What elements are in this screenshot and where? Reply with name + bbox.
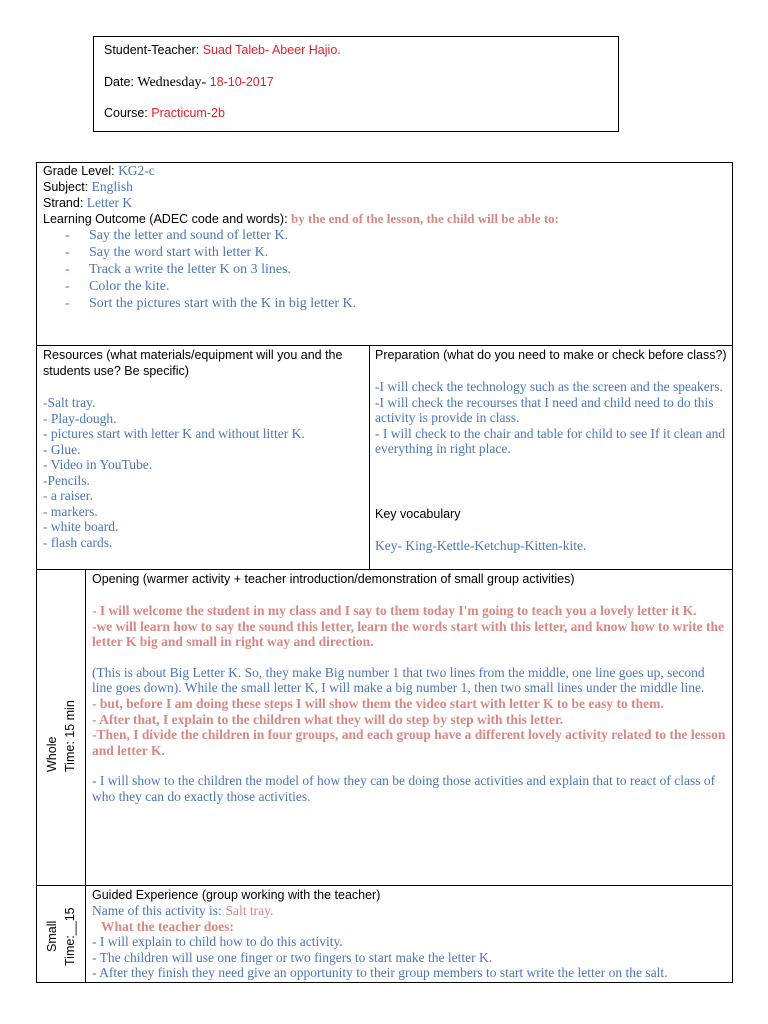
opening-paragraph: (This is about Big Letter K. So, they make Big number 1 that two lines from the middle, one line goes up, second line goes down). While the small letter K, I will make a big number 1, then two small lines under the middle line. xyxy=(92,664,705,696)
whole-side-cell xyxy=(36,569,86,886)
resources-list xyxy=(43,395,365,550)
guided-title: Guided Experience xyxy=(92,888,199,902)
date-line xyxy=(104,75,274,91)
list-item: - The children will use one finger or two fingers to start make the letter K. xyxy=(92,949,493,965)
list-item: - Track a write the letter K on 3 lines. xyxy=(43,261,723,278)
resources-heading xyxy=(43,347,365,379)
preparation-note: (what do you need to make or check before class?) xyxy=(443,348,727,362)
grade-label: Grade Level: xyxy=(43,164,115,178)
subject-row xyxy=(43,179,723,195)
list-item: - Sort the pictures start with the K in big letter K. xyxy=(43,295,723,312)
small-content-cell xyxy=(85,885,733,983)
strand-value: Letter K xyxy=(86,195,133,210)
preparation-box xyxy=(369,345,733,570)
student-teacher-value: Suad Taleb- Abeer Hajio. xyxy=(202,43,341,57)
list-item: - I will check to the chair and table for child to see If it clean and everything in right place. xyxy=(375,425,726,456)
student-teacher-label: Student-Teacher: xyxy=(104,43,200,57)
activity-name-label: Name of this activity is: xyxy=(92,903,222,918)
list-item: - I will explain to child how to do this activity. xyxy=(92,934,343,949)
list-item: - Glue. xyxy=(43,441,81,457)
list-item: - pictures start with letter K and without litter K. xyxy=(43,426,305,441)
list-item: -I will check the recourses that I need and child need to do this activity is provide in class. xyxy=(375,394,714,425)
course-value: Practicum-2b xyxy=(151,106,225,120)
activity-name-row xyxy=(92,903,728,919)
key-vocabulary-heading: Key vocabulary xyxy=(375,507,461,521)
course-line xyxy=(104,106,225,120)
list-item: - Say the word start with letter K. xyxy=(43,244,723,261)
small-time-label: Time:__15 xyxy=(63,907,77,966)
list-item: - markers. xyxy=(43,503,98,519)
opening-heading xyxy=(92,571,728,587)
resources-note: (what materials/equipment will you and the students use? Be specific) xyxy=(43,348,343,378)
guided-note: (group working with the teacher) xyxy=(201,888,381,902)
outcome-row xyxy=(43,211,723,227)
preparation-title: Preparation xyxy=(375,348,440,362)
list-item: - a raiser. xyxy=(43,488,93,503)
resources-title: Resources xyxy=(43,348,103,362)
key-vocabulary-value: Key- King-Kettle-Ketchup-Kitten-kite. xyxy=(375,538,587,553)
preparation-list xyxy=(375,379,727,457)
whole-time-label: Time: 15 min xyxy=(63,700,77,772)
list-item: -Salt tray. xyxy=(43,395,96,410)
opening-paragraph: - After that, I explain to the children what they will do step by step with this letter. xyxy=(92,711,564,727)
overview-box xyxy=(36,162,733,346)
list-item: - Play-dough. xyxy=(43,410,117,426)
grade-row xyxy=(43,163,723,179)
opening-note: (warmer activity + teacher introduction/demonstration of small group activities) xyxy=(142,572,575,586)
teacher-does-heading: What the teacher does: xyxy=(101,918,234,934)
student-teacher-line xyxy=(104,43,341,57)
list-item: - Color the kite. xyxy=(43,278,723,295)
opening-paragraph: - but, before I am doing these steps I will show them the video start with letter K to be easy to them. xyxy=(92,695,664,711)
date-label: Date: xyxy=(104,75,134,89)
strand-label: Strand: xyxy=(43,196,84,210)
date-value: 18-10-2017 xyxy=(209,75,274,89)
small-side-cell xyxy=(36,885,86,983)
subject-value: English xyxy=(91,179,133,194)
preparation-heading xyxy=(375,347,727,363)
whole-label: Whole xyxy=(45,736,59,772)
list-item: - flash cards. xyxy=(43,534,113,550)
course-label: Course: xyxy=(104,106,148,120)
opening-paragraph: -Then, I divide the children in four groups, and each group have a different lovely activity related to the lesson and letter K. xyxy=(92,727,726,758)
subject-label: Subject: xyxy=(43,180,89,194)
list-item: - After they finish they need give an opportunity to their group members to start write the letter on the salt. xyxy=(92,965,668,980)
list-item: - white board. xyxy=(43,519,119,534)
resources-box xyxy=(36,345,370,570)
date-day: Wednesday- xyxy=(137,75,207,90)
outcome-label: Learning Outcome (ADEC code and words): xyxy=(43,212,288,226)
opening-title: Opening xyxy=(92,572,140,586)
opening-paragraph: - I will welcome the student in my class and I say to them today I'm going to teach you a lovely letter it K. xyxy=(92,603,697,618)
opening-body xyxy=(92,603,728,805)
outcome-intro: by the end of the lesson, the child will be able to: xyxy=(291,211,560,226)
guided-heading xyxy=(92,887,728,903)
strand-row xyxy=(43,195,723,211)
list-item: -I will check the technology such as the screen and the speakers. xyxy=(375,379,723,394)
small-label: Small xyxy=(45,920,59,952)
header-box xyxy=(93,36,619,132)
outcome-list xyxy=(43,227,723,312)
overview-content xyxy=(43,163,723,312)
whole-content-cell xyxy=(85,569,733,886)
list-item: - Video in YouTube. xyxy=(43,457,153,472)
opening-paragraph: - I will show to the children the model of how they can be doing those activities and explain that to react of class of who they can do exactly those activities. xyxy=(92,773,716,804)
activity-name-value: Salt tray. xyxy=(225,903,274,918)
list-item: -Pencils. xyxy=(43,472,90,488)
list-item: - Say the letter and sound of letter K. xyxy=(43,227,723,244)
grade-value: KG2-c xyxy=(118,163,155,178)
guided-body xyxy=(92,903,728,981)
opening-paragraph: -we will learn how to say the sound this letter, learn the words start with this letter, and know how to write the letter K big and small in right way and direction. xyxy=(92,618,724,650)
